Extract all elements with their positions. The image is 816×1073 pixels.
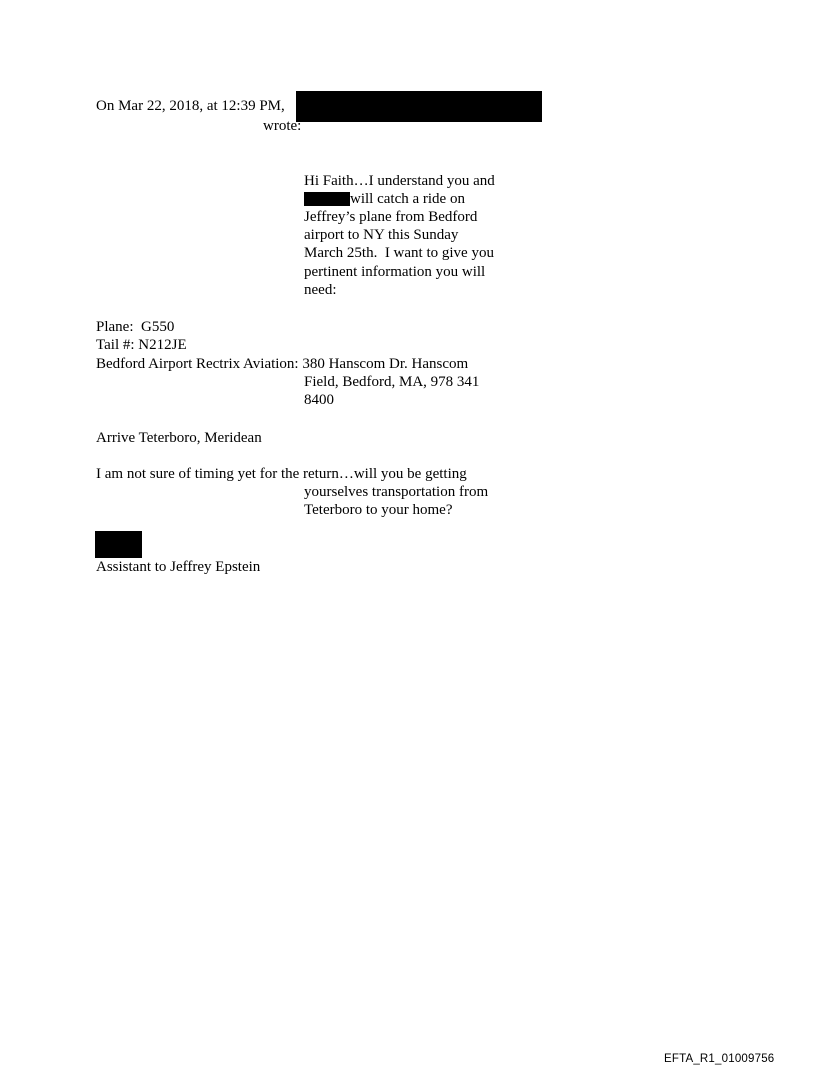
airport-detail: Bedford Airport Rectrix Aviation: 380 Hanscom Dr. Hanscom <box>96 356 469 372</box>
return-question-line-3: Teterboro to your home? <box>304 502 453 518</box>
tail-detail: Tail #: N212JE <box>96 337 187 353</box>
email-header-wrote: wrote: <box>263 118 302 134</box>
redaction-signature <box>95 531 142 558</box>
arrival-detail: Arrive Teterboro, Meridean <box>96 430 262 446</box>
message-line-2: will catch a ride on <box>350 191 465 207</box>
document-id: EFTA_R1_01009756 <box>664 1053 775 1065</box>
message-line-1: Hi Faith…I understand you and <box>304 173 495 189</box>
message-line-6: pertinent information you will <box>304 264 486 280</box>
redaction-name <box>304 192 350 206</box>
return-question-line-2: yourselves transportation from <box>304 484 489 500</box>
signature-title: Assistant to Jeffrey Epstein <box>96 559 261 575</box>
airport-detail-cont-1: Field, Bedford, MA, 978 341 <box>304 374 480 390</box>
email-header-intro: On Mar 22, 2018, at 12:39 PM, <box>96 98 285 114</box>
message-line-7: need: <box>304 282 337 298</box>
message-line-5: March 25th. I want to give you <box>304 245 494 261</box>
message-line-4: airport to NY this Sunday <box>304 227 459 243</box>
message-line-3: Jeffrey’s plane from Bedford <box>304 209 478 225</box>
redaction-sender <box>296 91 542 122</box>
airport-detail-cont-2: 8400 <box>304 392 334 408</box>
plane-detail: Plane: G550 <box>96 319 175 335</box>
return-question-line-1: I am not sure of timing yet for the return…will you be getting <box>96 466 467 482</box>
